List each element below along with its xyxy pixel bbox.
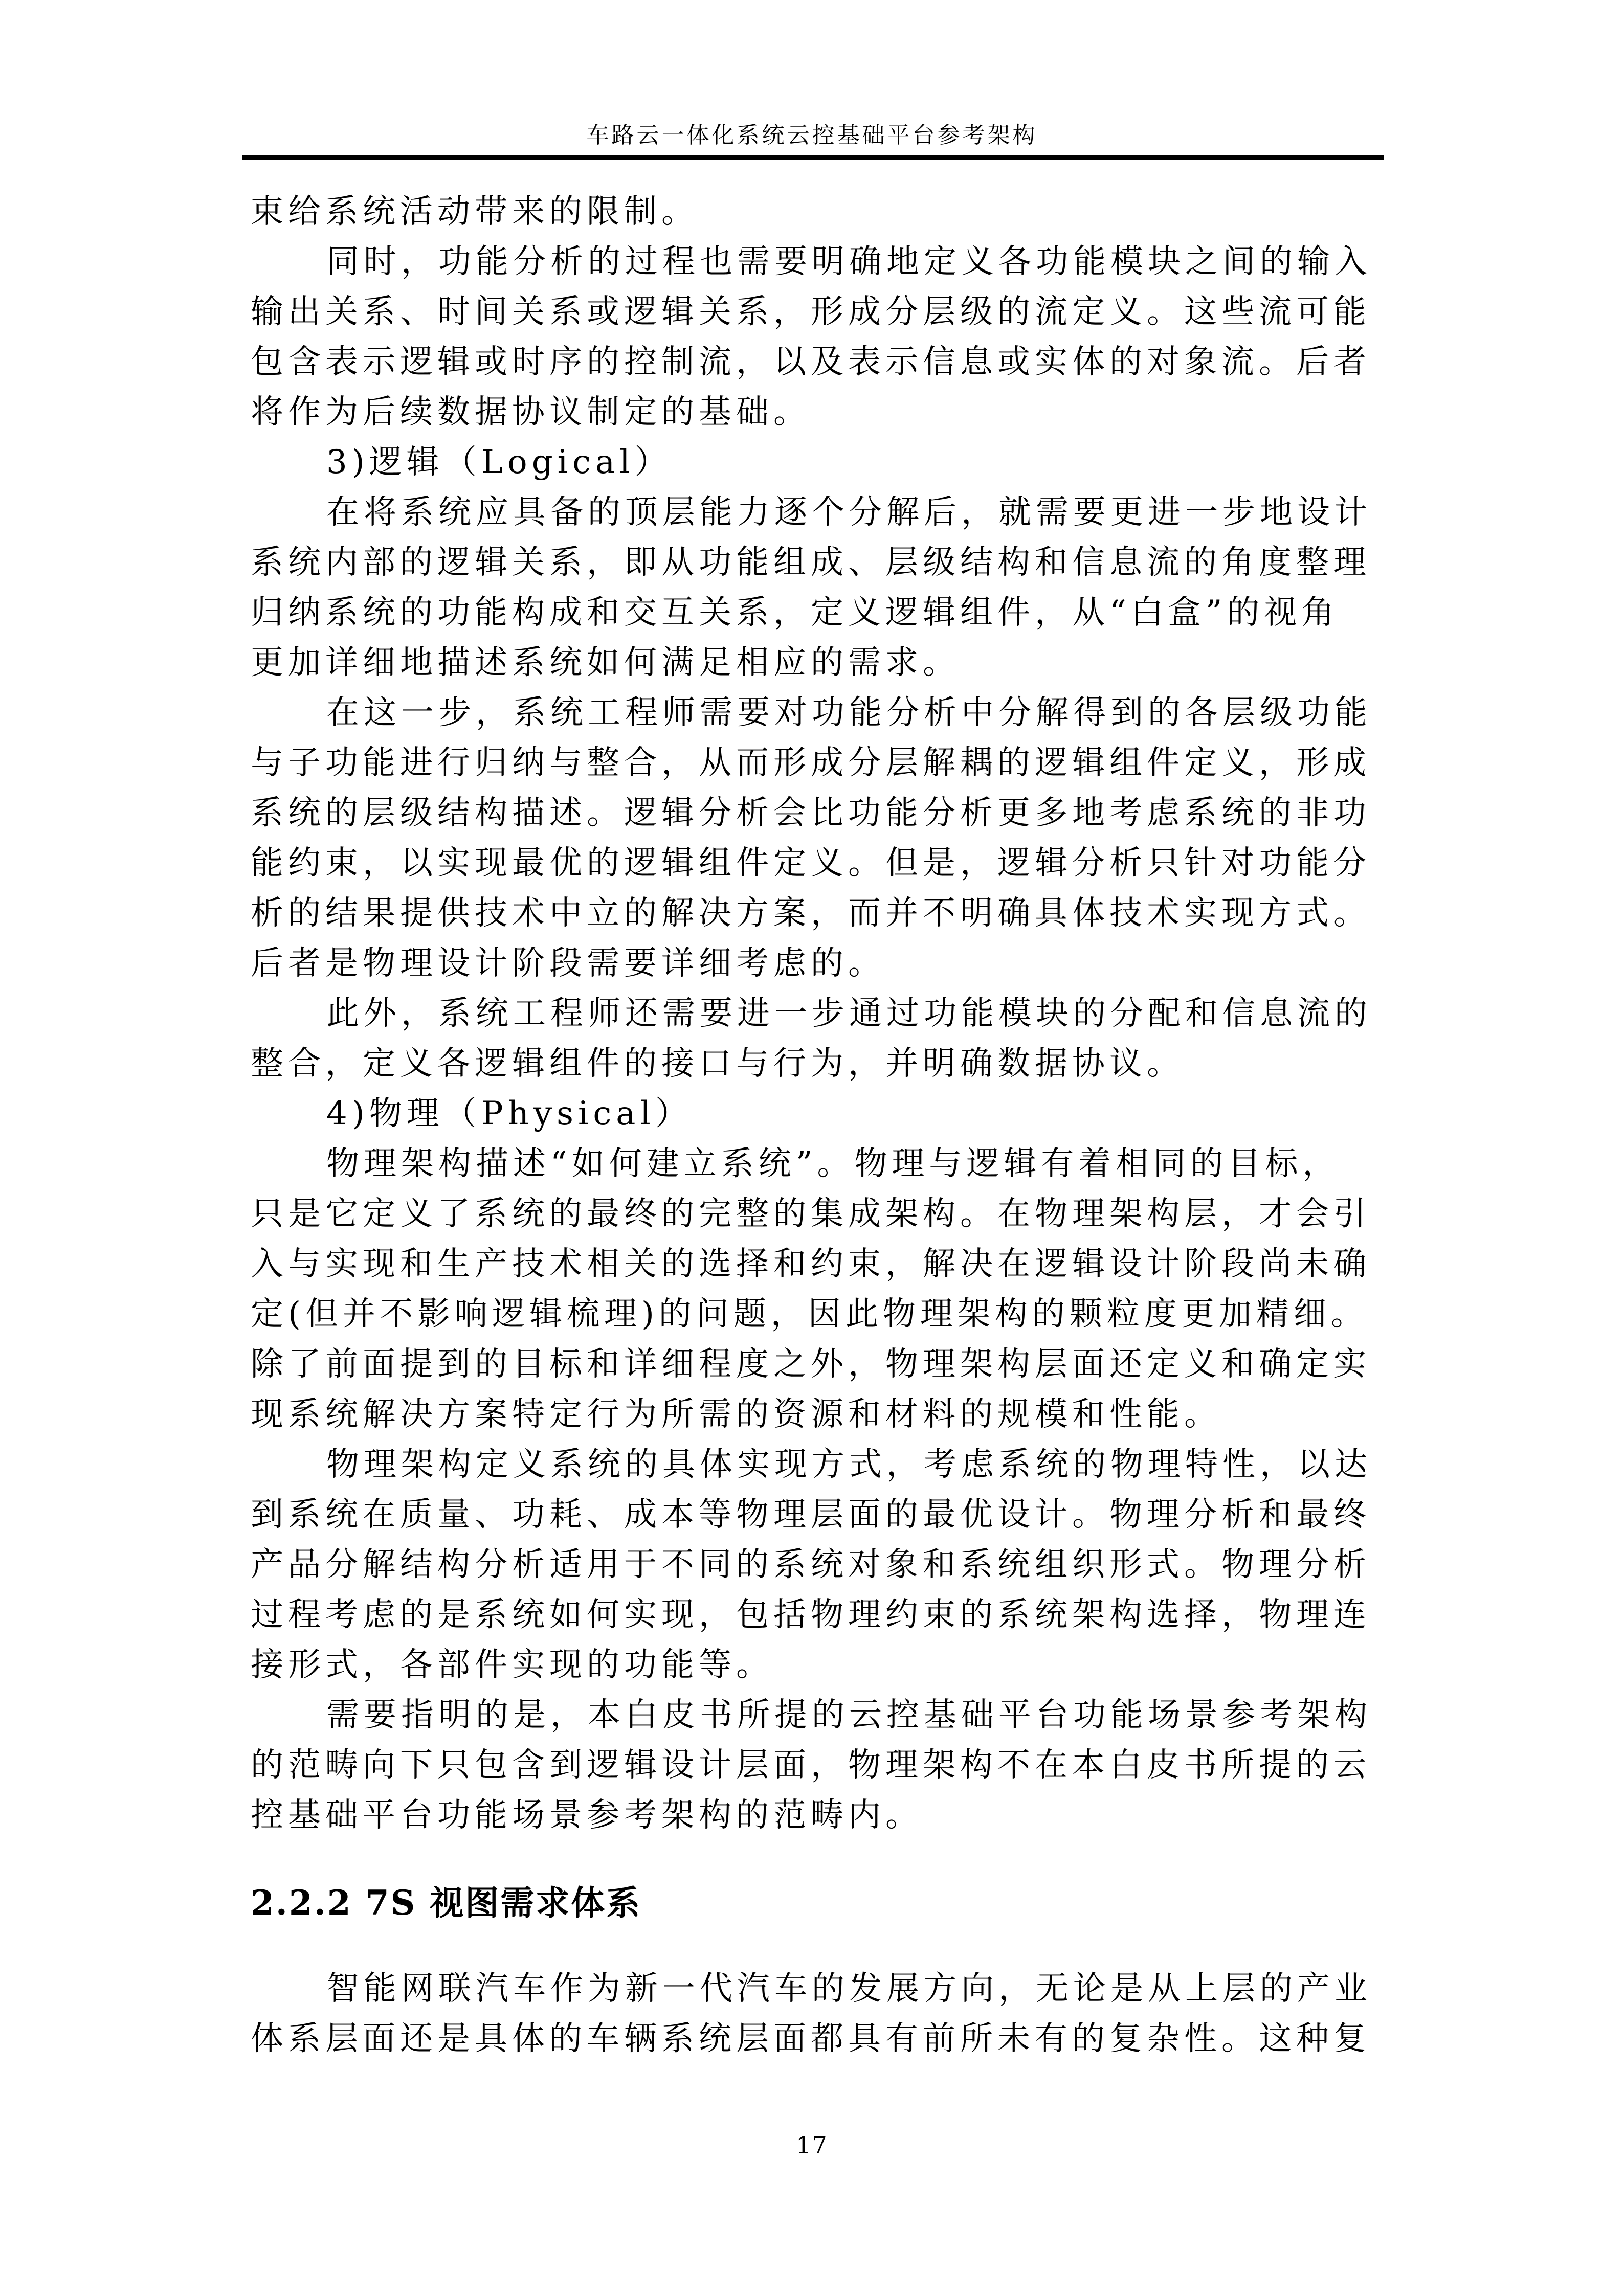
text-line: 过程考虑的是系统如何实现，包括物理约束的系统架构选择，物理连 <box>251 1596 1371 1634</box>
text-line: 能约束，以实现最优的逻辑组件定义。但是，逻辑分析只针对功能分 <box>251 844 1371 882</box>
text-line: 在这一步，系统工程师需要对功能分析中分解得到的各层级功能 <box>326 694 1372 732</box>
text-line: 4)物理（Physical） <box>326 1095 693 1133</box>
section-heading: 2.2.2 7S 视图需求体系 <box>251 1883 642 1923</box>
text-line: 与子功能进行归纳与整合，从而形成分层解耦的逻辑组件定义，形成 <box>251 744 1371 782</box>
text-line: 智能网联汽车作为新一代汽车的发展方向，无论是从上层的产业 <box>326 1970 1372 2008</box>
text-line: 更加详细地描述系统如何满足相应的需求。 <box>251 644 960 682</box>
text-line: 后者是物理设计阶段需要详细考虑的。 <box>251 944 885 982</box>
text-line: 将作为后续数据协议制定的基础。 <box>251 393 811 431</box>
text-line: 只是它定义了系统的最终的完整的集成架构。在物理架构层，才会引 <box>251 1195 1371 1233</box>
text-line: 到系统在质量、功耗、成本等物理层面的最优设计。物理分析和最终 <box>251 1496 1371 1534</box>
text-line: 体系层面还是具体的车辆系统层面都具有前所未有的复杂性。这种复 <box>251 2020 1371 2058</box>
text-line: 归纳系统的功能构成和交互关系，定义逻辑组件，从“白盒”的视角 <box>251 594 1339 632</box>
text-line: 现系统解决方案特定行为所需的资源和材料的规模和性能。 <box>251 1395 1221 1433</box>
text-line: 整合，定义各逻辑组件的接口与行为，并明确数据协议。 <box>251 1045 1184 1083</box>
text-line: 除了前面提到的目标和详细程度之外，物理架构层面还定义和确定实 <box>251 1345 1371 1383</box>
text-line: 物理架构定义系统的具体实现方式，考虑系统的物理特性，以达 <box>326 1446 1372 1483</box>
text-line: 入与实现和生产技术相关的选择和约束，解决在逻辑设计阶段尚未确 <box>251 1245 1371 1283</box>
section-body <box>251 1964 1381 2064</box>
text-line: 需要指明的是，本白皮书所提的云控基础平台功能场景参考架构 <box>326 1696 1372 1734</box>
text-line: 包含表示逻辑或时序的控制流，以及表示信息或实体的对象流。后者 <box>251 343 1371 381</box>
text-line: 3)逻辑（Logical） <box>326 443 672 481</box>
text-line: 系统内部的逻辑关系，即从功能组成、层级结构和信息流的角度整理 <box>251 544 1371 581</box>
text-line: 系统的层级结构描述。逻辑分析会比功能分析更多地考虑系统的非功 <box>251 794 1371 832</box>
body-text <box>251 187 1381 1840</box>
text-line: 在将系统应具备的顶层能力逐个分解后，就需要更进一步地设计 <box>326 493 1372 531</box>
text-line: 束给系统活动带来的限制。 <box>251 193 699 231</box>
text-line: 定(但并不影响逻辑梳理)的问题，因此物理架构的颗粒度更加精细。 <box>251 1295 1368 1333</box>
text-line: 同时，功能分析的过程也需要明确地定义各功能模块之间的输入 <box>326 243 1372 281</box>
page-number: 17 <box>796 2131 828 2159</box>
text-line: 此外，系统工程师还需要进一步通过功能模块的分配和信息流的 <box>326 995 1372 1032</box>
text-line: 析的结果提供技术中立的解决方案，而并不明确具体技术实现方式。 <box>251 894 1371 932</box>
header-rule <box>242 155 1384 160</box>
text-line: 物理架构描述“如何建立系统”。物理与逻辑有着相同的目标， <box>326 1145 1340 1183</box>
text-line: 的范畴向下只包含到逻辑设计层面，物理架构不在本白皮书所提的云 <box>251 1746 1371 1784</box>
text-line: 输出关系、时间关系或逻辑关系，形成分层级的流定义。这些流可能 <box>251 293 1371 331</box>
text-line: 控基础平台功能场景参考架构的范畴内。 <box>251 1796 923 1834</box>
text-line: 接形式，各部件实现的功能等。 <box>251 1646 773 1684</box>
text-line: 产品分解结构分析适用于不同的系统对象和系统组织形式。物理分析 <box>251 1546 1371 1584</box>
header-title: 车路云一体化系统云控基础平台参考架构 <box>586 122 1038 148</box>
